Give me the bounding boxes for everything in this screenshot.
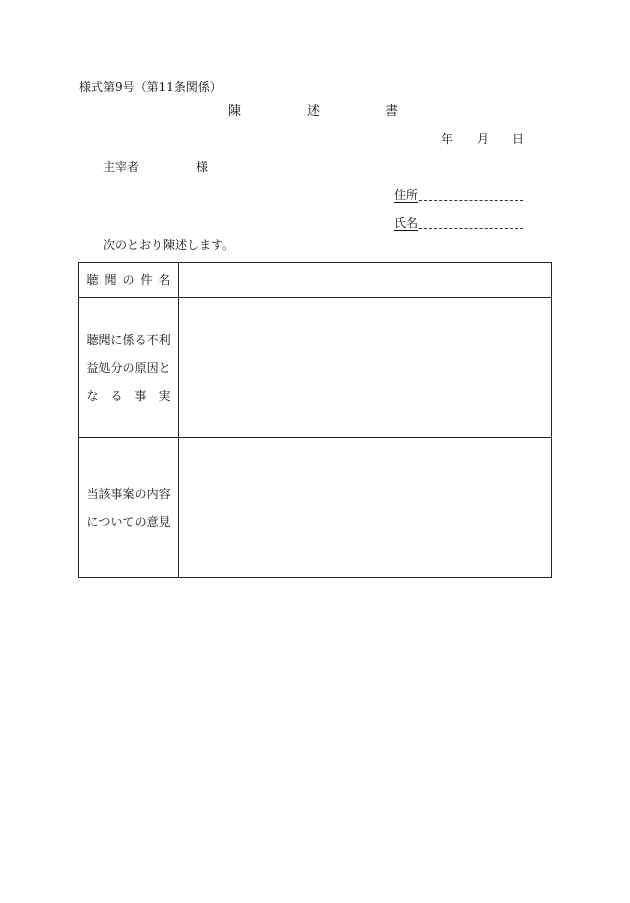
header-char: 聴 — [86, 332, 99, 347]
header-line — [87, 488, 171, 500]
header-char: 見 — [158, 514, 171, 529]
header-line — [87, 516, 171, 528]
date-month-label: 月 — [477, 132, 490, 146]
name-blank-line[interactable] — [419, 217, 523, 229]
header-char: 事 — [110, 486, 123, 501]
header-line — [87, 274, 171, 286]
header-char: 聞 — [98, 332, 111, 347]
header-char: 件 — [140, 273, 153, 287]
header-char: つ — [98, 514, 111, 529]
header-char: 益 — [86, 360, 99, 375]
header-line — [87, 334, 171, 346]
title-char-3: 書 — [385, 104, 399, 119]
header-char: 聴 — [86, 273, 99, 287]
table-row — [79, 298, 552, 438]
header-char: 原 — [134, 360, 147, 375]
date-year-label: 年 — [441, 132, 454, 146]
header-char: 不 — [146, 332, 159, 347]
header-char: 意 — [146, 514, 159, 529]
address-label: 住所 — [394, 188, 419, 202]
statement-form-table — [78, 262, 552, 578]
honorific-label: 様 — [196, 160, 209, 174]
header-char: 実 — [158, 388, 171, 403]
header-char: 容 — [158, 486, 171, 501]
header-char: の — [134, 514, 147, 529]
header-char: 案 — [122, 486, 135, 501]
title-char-1: 陳 — [228, 104, 242, 119]
header-char: い — [110, 514, 123, 529]
header-char: に — [110, 332, 123, 347]
header-char: と — [158, 360, 171, 375]
header-char: 該 — [98, 486, 111, 501]
adverse-disposition-facts-header — [79, 298, 179, 438]
header-line — [87, 390, 171, 402]
header-char: 当 — [86, 486, 99, 501]
header-char: の — [134, 486, 147, 501]
header-char: に — [86, 514, 99, 529]
adverse-disposition-facts-field[interactable] — [179, 298, 552, 438]
table-row — [79, 438, 552, 578]
header-char: る — [134, 332, 147, 347]
header-char: の — [122, 273, 135, 287]
header-char: 係 — [122, 332, 135, 347]
header-char: 聞 — [104, 273, 117, 287]
header-line — [87, 362, 171, 374]
header-char: る — [110, 388, 123, 403]
header-char: 内 — [146, 486, 159, 501]
form-number: 様式第9号（第11条関係） — [79, 80, 222, 94]
header-char: 名 — [158, 273, 171, 287]
header-char: 分 — [110, 360, 123, 375]
name-field[interactable] — [394, 217, 523, 229]
address-field[interactable] — [394, 189, 523, 201]
opinion-on-case-header — [79, 438, 179, 578]
header-char: て — [122, 514, 135, 529]
header-char: 利 — [158, 332, 171, 347]
header-char: の — [122, 360, 135, 375]
name-label: 氏名 — [394, 216, 419, 230]
date-day-label: 日 — [512, 132, 525, 146]
table-row — [79, 263, 552, 298]
hearing-case-name-field[interactable] — [179, 263, 552, 298]
addressee-label: 主宰者 — [103, 160, 140, 174]
title-char-2: 述 — [307, 104, 321, 119]
hearing-case-name-header — [79, 263, 179, 298]
address-blank-line[interactable] — [419, 189, 523, 201]
opinion-on-case-field[interactable] — [179, 438, 552, 578]
header-char: 事 — [134, 388, 147, 403]
header-char: な — [86, 388, 99, 403]
header-char: 因 — [146, 360, 159, 375]
header-char: 処 — [98, 360, 111, 375]
statement-text: 次のとおり陳述します。 — [103, 238, 235, 252]
